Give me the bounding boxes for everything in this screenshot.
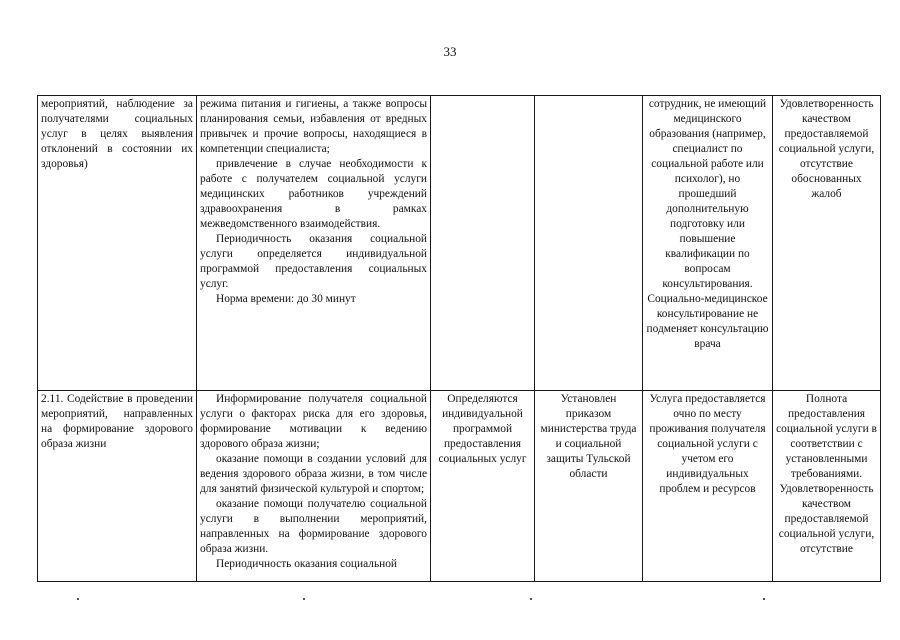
deadline-cell	[535, 391, 643, 582]
cell-text: Установлен приказом министерства труда и социальной защиты Тульской области	[540, 393, 637, 480]
cell-text: Информирование получателя социальной услуги о факторах риска для его здоровья, формирование мотивации к ведению здорового образа жизни;	[200, 393, 427, 450]
cell-text: Периодичность оказания социальной	[216, 558, 398, 570]
cell-text: Норма времени: до 30 минут	[216, 293, 356, 305]
scan-dot	[303, 598, 305, 600]
service-name-cell	[38, 96, 197, 391]
conditions-cell	[643, 391, 773, 582]
scan-dot	[77, 598, 79, 600]
cell-text: Услуга предоставляется очно по месту проживания получателя социальной услуги с учетом его индивидуальных проблем и ресурсов	[649, 393, 766, 495]
quality-indicators-cell	[773, 96, 881, 391]
cell-text: 2.11. Содействие в проведении мероприятий, направленных на формирование здорового образа жизни	[41, 393, 193, 450]
cell-text: Полнота предоставления социальной услуги в соответствии с установленными требованиями. Удовлетворенность качеством предоставляемой социальной услуги, отсутствие	[776, 393, 877, 555]
deadline-cell	[535, 96, 643, 391]
cell-text: оказание помощи в создании условий для ведения здорового образа жизни, в том числе для занятий физической культурой и спортом;	[200, 453, 427, 495]
service-description-cell	[197, 96, 431, 391]
services-table	[37, 95, 881, 582]
table-row	[38, 96, 881, 391]
cell-text: режима питания и гигиены, а также вопросы планирования семьи, избавления от вредных привычек и прочие вопросы, находящиеся в компетенции специалиста;	[200, 98, 427, 155]
cell-text: Удовлетворенность качеством предоставляемой социальной услуги, отсутствие обоснованных жалоб	[778, 98, 875, 200]
cell-text: оказание помощи получателю социальной услуги в выполнении мероприятий, направленных на формирование здорового образа жизни.	[200, 498, 427, 555]
conditions-cell	[643, 96, 773, 391]
cell-text: сотрудник, не имеющий медицинского образования (например, специалист по социальной работе или психолог), но прошедший дополнительную подготовку или повышение квалификации по вопросам консультирования.	[648, 98, 767, 290]
cell-text: привлечение в случае необходимости к работе с получателем социальной услуги медицинских работников учреждений здравоохранения в рамках межведомственного взаимодействия.	[200, 158, 427, 230]
quality-indicators-cell	[773, 391, 881, 582]
scan-dot	[763, 598, 765, 600]
table-row	[38, 391, 881, 582]
cell-text: Определяются индивидуальной программой предоставления социальных услуг	[438, 393, 527, 465]
scan-dot	[530, 598, 532, 600]
volume-cell	[431, 96, 535, 391]
page-number: 33	[443, 44, 457, 59]
volume-cell	[431, 391, 535, 582]
service-description-cell	[197, 391, 431, 582]
cell-text: Периодичность оказания социальной услуги определяется индивидуальной программой предоставления социальных услуг.	[200, 233, 427, 290]
cell-text: мероприятий, наблюдение за получателями социальных услуг в целях выявления отклонений в состоянии их здоровья)	[41, 98, 193, 170]
cell-text: Социально-медицинское консультирование не подменяет консультацию врача	[646, 293, 769, 350]
service-name-cell	[38, 391, 197, 582]
scan-edge-marks	[0, 598, 900, 604]
